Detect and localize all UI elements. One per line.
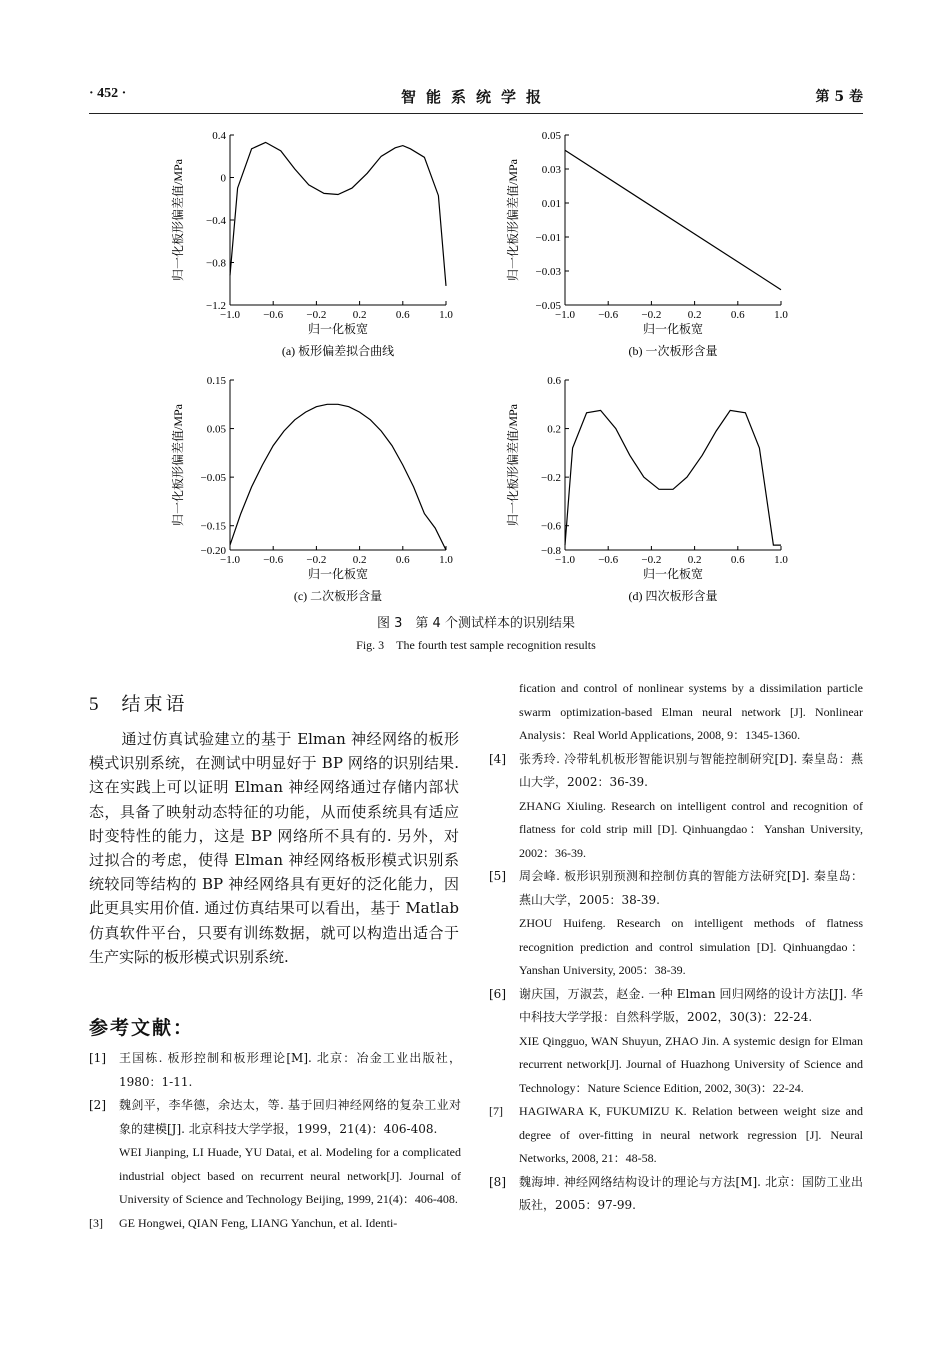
x-tick-label: 0.2	[352, 309, 367, 321]
y-tick-label: 0.6	[547, 375, 561, 387]
y-tick-label: −0.15	[200, 520, 226, 533]
y-tick-label: −0.8	[206, 257, 226, 270]
y-tick-label: −0.20	[200, 545, 226, 557]
subplot-d	[495, 370, 805, 605]
y-tick-label: −0.8	[541, 545, 561, 557]
x-tick-label: −1.0	[220, 309, 240, 321]
y-axis-label: 归一化板形偏差值/MPa	[171, 158, 185, 282]
y-tick-label: 0.05	[541, 130, 561, 142]
y-tick-label: 0.05	[206, 423, 226, 436]
series-line	[565, 410, 781, 545]
y-axis-label: 归一化板形偏差值/MPa	[171, 403, 185, 527]
reference-text-en: HAGIWARA K, FUKUMIZU K. Relation between weight size and degree of over-fitting in neural network regression [J]. Neural Networks, 2008, 21：48-58.	[519, 1104, 863, 1165]
x-tick-label: −0.2	[641, 309, 662, 321]
series-line	[565, 150, 781, 289]
y-tick-label: 0.01	[541, 198, 561, 210]
subplot-caption: (a) 板形偏差拟合曲线	[281, 344, 395, 358]
reference-text-en: WEI Jianping, LI Huade, YU Datai, et al. Modeling for a complicated industrial object based on recurrent neural network[J]. Journal of University of Science and Technology Beijing, 1999, 21(4)：406-408.	[119, 1145, 461, 1206]
y-tick-label: −0.2	[541, 472, 561, 485]
reference-text-en-continued: fication and control of nonlinear systems by a dissimilation particle swarm optimization-based Elman neural network [J]. Nonlinear Analysis：Real World Applications, 2008, 9：1345-1360.	[519, 681, 863, 742]
subplot-caption: (d) 四次板形含量	[628, 589, 718, 603]
reference-item: [5] 周会峰. 板形识别预测和控制仿真的智能方法研究[D]. 秦皇岛：燕山大学，2005：38-39.	[489, 869, 863, 907]
y-tick-label: 0.15	[206, 375, 226, 387]
y-tick-label: −0.4	[206, 215, 226, 227]
x-tick-label: 0.6	[395, 309, 410, 321]
y-tick-label: 0.03	[541, 164, 561, 176]
series-line	[230, 404, 446, 550]
x-tick-label: −0.6	[263, 554, 284, 566]
references-left-column	[89, 1047, 461, 1235]
x-tick-label: −0.2	[306, 554, 327, 566]
x-tick-label: 0.2	[352, 554, 367, 566]
journal-title: 智能系统学报	[400, 88, 551, 106]
reference-text-zh: 魏海坤. 神经网络结构设计的理论与方法[M]. 北京：国防工业出版社，2005：97-99.	[519, 1174, 863, 1212]
reference-item: [4] 张秀玲. 冷带轧机板形智能识别与智能控制研究[D]. 秦皇岛：燕山大学，2002：36-39.	[489, 751, 863, 789]
references-heading: 参考文献：	[89, 1017, 195, 1039]
x-tick-label: 0.6	[730, 309, 745, 321]
section-title: 结束语	[121, 693, 188, 715]
reference-text-en: GE Hongwei, QIAN Feng, LIANG Yanchun, et al. Identi-	[119, 1215, 398, 1230]
x-tick-label: −0.2	[306, 309, 327, 321]
x-tick-label: −1.0	[555, 309, 575, 321]
section-heading	[89, 689, 188, 716]
conclusion-paragraph	[89, 727, 459, 969]
reference-item: [1] 王国栋. 板形控制和板形理论[M]. 北京：冶金工业出版社，1980：1-11.	[89, 1051, 461, 1089]
reference-text-zh: 魏剑平，李华德，余达太，等. 基于回归神经网络的复杂工业对象的建模[J]. 北京科技大学学报，1999，21(4)：406-408.	[119, 1098, 461, 1136]
references-right-column	[489, 677, 863, 1218]
volume-label: 第 5 卷	[815, 89, 863, 105]
subplot-a	[160, 125, 470, 360]
subplot-caption: (b) 一次板形含量	[628, 344, 718, 358]
x-tick-label: 1.0	[439, 309, 453, 321]
x-tick-label: −1.0	[220, 554, 240, 566]
x-axis-label: 归一化板宽	[307, 322, 369, 336]
reference-item: [8] 魏海坤. 神经网络结构设计的理论与方法[M]. 北京：国防工业出版社，2005：97-99.	[489, 1174, 863, 1212]
y-tick-label: −0.6	[541, 520, 561, 533]
reference-text-zh: 周会峰. 板形识别预测和控制仿真的智能方法研究[D]. 秦皇岛：燕山大学，2005：38-39.	[519, 869, 863, 907]
y-tick-label: −0.05	[200, 472, 226, 485]
reference-text-en: XIE Qingguo, WAN Shuyun, ZHAO Jin. A systemic design for Elman recurrent network[J]. Journal of Huazhong University of Science and Technology：Nature Science Edition, 2002, 30(3)：22-24.	[519, 1033, 863, 1095]
x-tick-label: 0.2	[687, 554, 702, 566]
y-tick-label: −0.01	[535, 232, 561, 244]
x-tick-label: 1.0	[774, 554, 788, 566]
x-tick-label: −0.6	[263, 309, 284, 321]
x-tick-label: −0.6	[598, 309, 619, 321]
header-rule	[89, 113, 863, 114]
y-tick-label: −0.03	[535, 266, 561, 278]
reference-item: [7] HAGIWARA K, FUKUMIZU K. Relation between weight size and degree of over-fitting in neural network regression [J]. Neural Networks, 2008, 21：48-58.	[489, 1104, 863, 1165]
y-axis-label: 归一化板形偏差值/MPa	[506, 158, 520, 282]
x-tick-label: −0.2	[641, 554, 662, 566]
conclusion-text: 通过仿真试验建立的基于 Elman 神经网络的板形模式识别系统，在测试中明显好于 BP 网络的识别结果. 这在实践上可以证明 Elman 神经网络通过存储内部状态，具备了映射动态特征的功能，从而使系统具有适应时变特性的能力，这是 BP 网络所不具有的. 另外，对过拟合的考虑，使得 Elman 神经网络板形模式识别系统较同等结构的 BP 神经网络具有更好的泛化能力，因此更具实用价值. 通过仿真结果可以看出，基于 Matlab 仿真软件平台，只要有训练数据，就可以构造出适合于生产实际的板形模式识别系统.	[89, 730, 459, 966]
series-line	[230, 142, 446, 286]
y-tick-label: −1.2	[206, 300, 226, 312]
reference-text-zh: 谢庆国，万淑芸，赵金. 一种 Elman 回归网络的设计方法[J]. 华中科技大学学报：自然科学版，2002，30(3)：22-24.	[519, 986, 863, 1024]
x-tick-label: 1.0	[774, 309, 788, 321]
y-tick-label: 0.2	[547, 423, 561, 436]
reference-text-zh: 张秀玲. 冷带轧机板形智能识别与智能控制研究[D]. 秦皇岛：燕山大学，2002：36-39.	[519, 751, 863, 789]
reference-text-en: ZHOU Huifeng. Research on intelligent methods of flatness recognition prediction and control simulation [D]. Qinhuangdao：Yanshan University, 2005：38-39.	[519, 916, 863, 977]
section-number: 5	[89, 694, 102, 715]
reference-text-en: ZHANG Xiuling. Research on intelligent control and recognition of flatness for cold strip mill [D]. Qinhuangdao：Yanshan University, 2002：36-39.	[519, 798, 863, 860]
subplot-b	[495, 125, 805, 360]
x-tick-label: −0.6	[598, 554, 619, 566]
reference-item: [2] 魏剑平，李华德，余达太，等. 基于回归神经网络的复杂工业对象的建模[J]. 北京科技大学学报，1999，21(4)：406-408.	[89, 1098, 461, 1136]
y-tick-label: −0.05	[535, 300, 561, 312]
figure-caption-en: Fig. 3 The fourth test sample recognition results	[356, 638, 596, 652]
figure-caption-zh: 图 3 第 4 个测试样本的识别结果	[377, 616, 575, 631]
x-tick-label: −1.0	[555, 554, 575, 566]
y-axis-label: 归一化板形偏差值/MPa	[506, 403, 520, 527]
reference-item: [6] 谢庆国，万淑芸，赵金. 一种 Elman 回归网络的设计方法[J]. 华中科技大学学报：自然科学版，2002，30(3)：22-24.	[489, 986, 863, 1024]
page-number: · 452 ·	[89, 86, 127, 101]
x-axis-label: 归一化板宽	[642, 322, 704, 336]
page-header	[89, 86, 863, 110]
x-axis-label: 归一化板宽	[307, 567, 369, 581]
x-axis-label: 归一化板宽	[642, 567, 704, 581]
x-tick-label: 0.6	[730, 554, 745, 566]
reference-text-zh: 王国栋. 板形控制和板形理论[M]. 北京：冶金工业出版社，1980：1-11.	[119, 1051, 461, 1089]
y-tick-label: 0.4	[212, 130, 226, 142]
x-tick-label: 0.2	[687, 309, 702, 321]
subplot-c	[160, 370, 470, 605]
subplot-caption: (c) 二次板形含量	[293, 589, 383, 603]
y-tick-label: 0	[220, 172, 226, 185]
x-tick-label: 1.0	[439, 554, 453, 566]
x-tick-label: 0.6	[395, 554, 410, 566]
reference-item: [3] GE Hongwei, QIAN Feng, LIANG Yanchun, et al. Identi-	[89, 1215, 398, 1230]
